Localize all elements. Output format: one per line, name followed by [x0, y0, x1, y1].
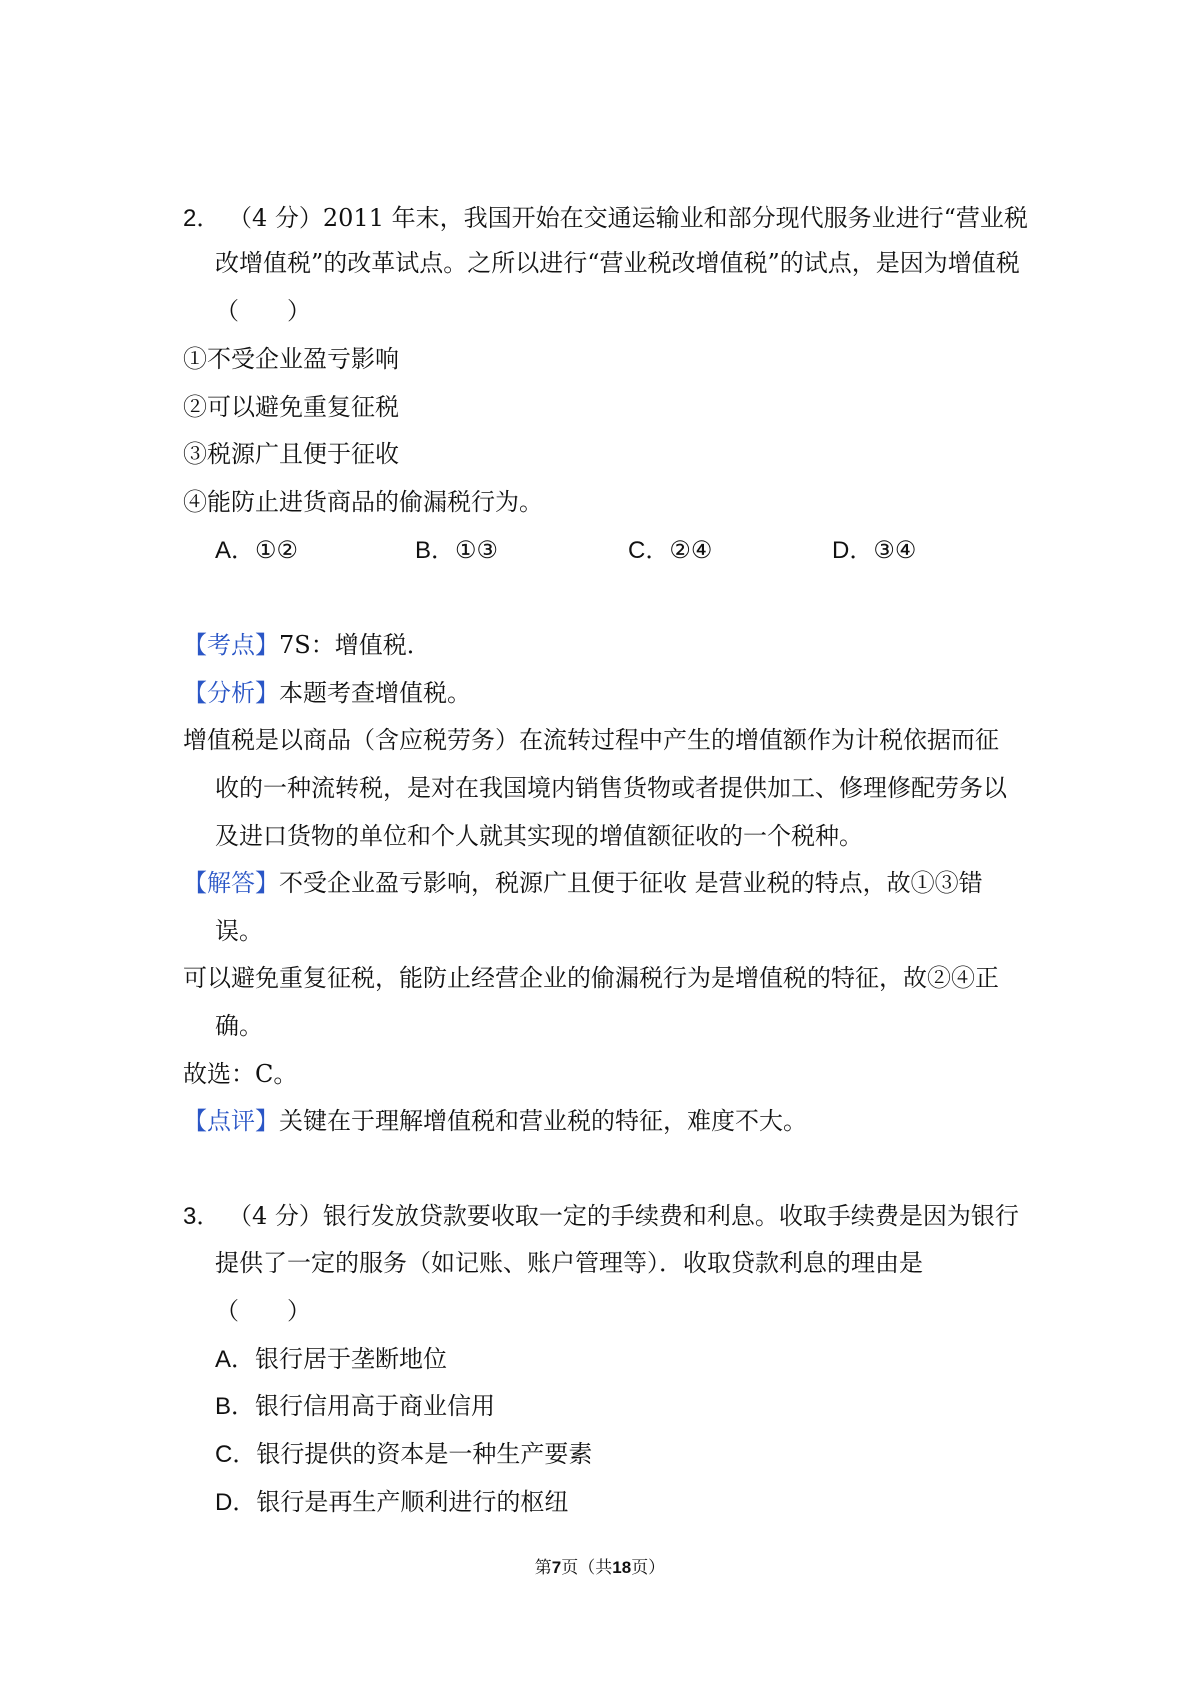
jieda-line	[183, 866, 983, 900]
analysis-body-line-2: 收的一种流转税，是对在我国境内销售货物或者提供加工、修理修配劳务以	[215, 774, 1007, 802]
q2-option-b-text: ①③	[455, 536, 499, 564]
q3-option-c	[215, 1437, 592, 1472]
kaodian-line	[183, 628, 431, 662]
q3-option-d-text: 银行是再生产顺利进行的枢纽	[256, 1488, 569, 1516]
q3-option-c-label: C．	[215, 1441, 257, 1468]
analysis-body-line-3: 及进口货物的单位和个人就其实现的增值额征收的一个税种。	[215, 822, 863, 850]
q2-option-c-text: ②④	[669, 536, 713, 564]
reason-line-1: 可以避免重复征税，能防止经营企业的偷漏税行为是增值税的特征，故②④正	[183, 964, 999, 992]
kaodian-tag: 【考点】	[183, 631, 279, 659]
q2-line-1	[183, 201, 1028, 236]
q2-item-2: ②可以避免重复征税	[183, 393, 399, 421]
dianping-line	[183, 1104, 807, 1138]
footer-prefix: 第	[534, 1558, 552, 1578]
q3-option-a-text: 银行居于垄断地位	[255, 1345, 448, 1373]
q3-stem-line-2: 提供了一定的服务（如记账、账户管理等）．收取贷款利息的理由是	[215, 1249, 923, 1277]
q3-option-d-label: D．	[215, 1489, 257, 1516]
q2-option-a-label: A．	[215, 537, 256, 564]
jieda-text: 不受企业盈亏影响，税源广且便于征收 是营业税的特点，故①③错	[279, 869, 983, 897]
reason-line-2: 确。	[215, 1012, 263, 1040]
q3-option-b-text: 银行信用高于商业信用	[255, 1392, 496, 1420]
footer-middle: 页（共	[561, 1558, 613, 1578]
q3-option-c-text: 银行提供的资本是一种生产要素	[256, 1440, 593, 1468]
footer-suffix: 页）	[631, 1558, 666, 1578]
q3-option-b-label: B．	[215, 1393, 256, 1420]
q2-item-3: ③税源广且便于征收	[183, 440, 399, 468]
fenxi-tag: 【分析】	[183, 679, 279, 707]
jieda-line-2: 误。	[215, 917, 263, 945]
q2-option-c-label: C．	[628, 537, 670, 564]
q3-number: 3．	[183, 1203, 221, 1230]
page-footer	[0, 1556, 1200, 1580]
kaodian-text: 7S：增值税．	[279, 631, 431, 659]
fenxi-line	[183, 676, 471, 710]
jieda-tag: 【解答】	[183, 869, 279, 897]
q2-option-b	[415, 533, 498, 568]
q2-number: 2．	[183, 205, 221, 232]
q2-stem-line-1: （4 分）2011 年末，我国开始在交通运输业和部分现代服务业进行“营业税	[228, 204, 1028, 232]
q3-option-b	[215, 1389, 495, 1424]
q3-stem-line-1: （4 分）银行发放贷款要收取一定的手续费和利息。收取手续费是因为银行	[228, 1202, 1019, 1230]
q3-line-1	[183, 1199, 1019, 1234]
q2-option-a-text: ①②	[255, 536, 299, 564]
q2-item-4: ④能防止进货商品的偷漏税行为。	[183, 488, 543, 516]
q2-option-b-label: B．	[415, 537, 456, 564]
fenxi-text: 本题考查增值税。	[279, 679, 471, 707]
q2-option-d-text: ③④	[873, 536, 917, 564]
q3-option-a	[215, 1342, 447, 1377]
q2-item-1: ①不受企业盈亏影响	[183, 345, 399, 373]
dianping-tag: 【点评】	[183, 1107, 279, 1135]
dianping-text: 关键在于理解增值税和营业税的特征，难度不大。	[279, 1107, 807, 1135]
q2-option-c	[628, 533, 712, 568]
q2-paren: （ ）	[215, 297, 311, 325]
footer-page-number: 7	[551, 1558, 562, 1577]
q3-option-d	[215, 1485, 568, 1520]
analysis-body-line-1: 增值税是以商品（含应税劳务）在流转过程中产生的增值额作为计税依据而征	[183, 726, 999, 754]
answer-line: 故选：C。	[183, 1060, 298, 1088]
q2-option-a	[215, 533, 298, 568]
q3-paren: （ ）	[215, 1297, 311, 1325]
q3-option-a-label: A．	[215, 1346, 256, 1373]
footer-total-pages: 18	[612, 1558, 632, 1577]
q2-option-d	[832, 533, 916, 568]
q2-stem-line-2: 改增值税”的改革试点。之所以进行“营业税改增值税”的试点，是因为增值税	[215, 249, 1020, 277]
q2-option-d-label: D．	[832, 537, 874, 564]
